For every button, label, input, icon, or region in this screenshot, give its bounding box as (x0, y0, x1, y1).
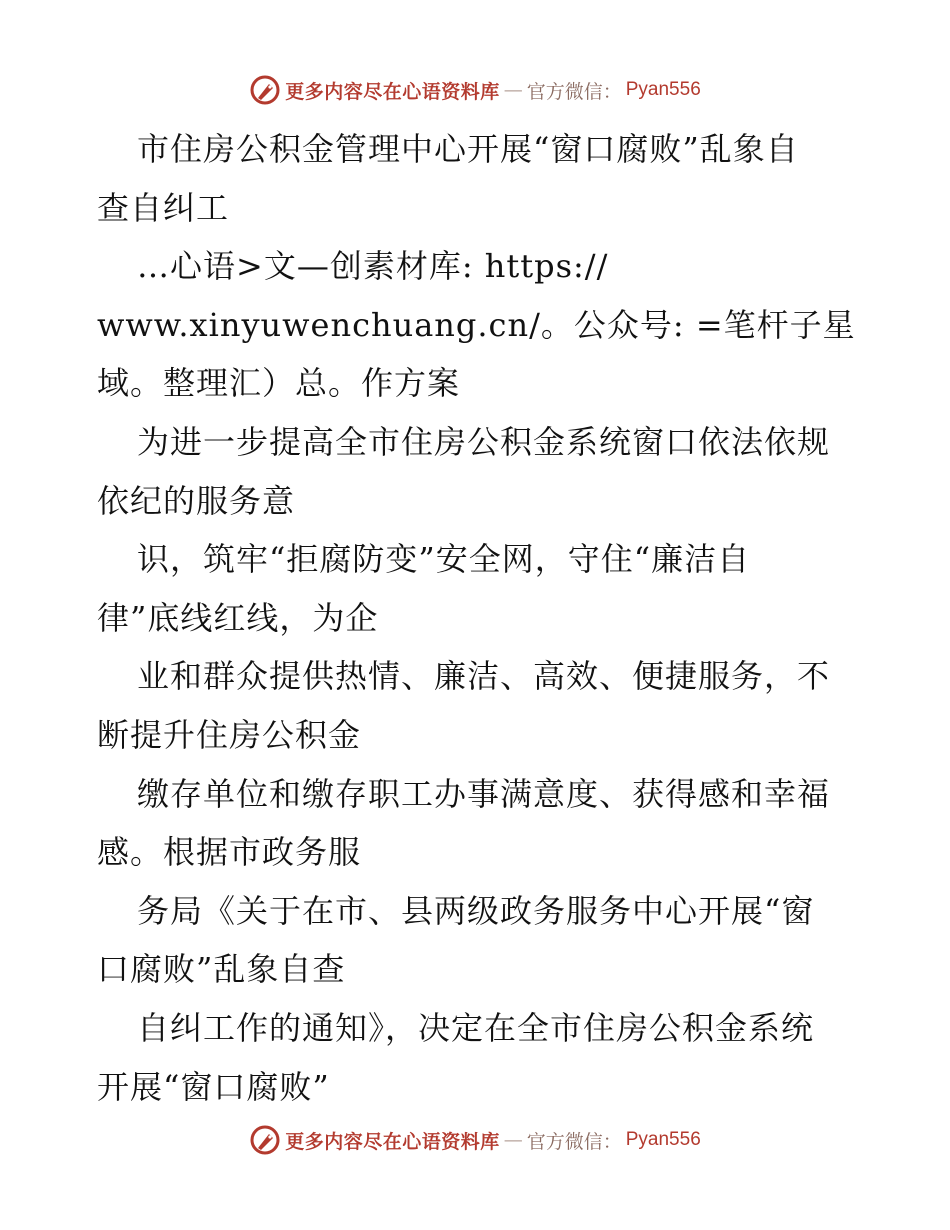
watermark-wechat-label: 官方微信： (526, 80, 622, 103)
text-line: …心语>文—创素材库: https:// (137, 247, 609, 286)
text-line: 查自纠工 (97, 188, 230, 227)
watermark-wechat-label: 官方微信： (526, 1130, 622, 1153)
text-line: www.xinyuwenchuang.cn/。公众号: =笔杆子星 (97, 305, 856, 344)
text-line: 感。根据市政务服 (97, 833, 362, 872)
text-line: 务局《关于在市、县两级政务服务中心开展“窗 (137, 891, 815, 930)
watermark-text: 更多内容尽在心语资料库 (285, 1130, 500, 1153)
text-line: 依纪的服务意 (97, 481, 296, 520)
text-line: 识，筑牢“拒腐防变”安全网，守住“廉洁自 (137, 540, 751, 579)
text-line: 业和群众提供热情、廉洁、高效、便捷服务，不 (137, 657, 831, 696)
text-line: 开展“窗口腐败” (97, 1067, 330, 1106)
watermark-wechat-id: Pyan556 (625, 1129, 701, 1150)
text-line: 律”底线红线，为企 (97, 598, 379, 637)
text-line: 口腐败”乱象自查 (97, 950, 346, 989)
header-watermark (0, 70, 950, 110)
text-line: 域。整理汇）总。作方案 (97, 364, 461, 403)
watermark-separator: — (503, 1129, 523, 1151)
watermark-separator: — (503, 79, 523, 101)
pen-nib-logo-icon (249, 1124, 281, 1156)
document-body (97, 120, 857, 1116)
watermark-text: 更多内容尽在心语资料库 (285, 80, 500, 103)
text-line: 市住房公积金管理中心开展“窗口腐败”乱象自 (137, 130, 799, 168)
text-line: 为进一步提高全市住房公积金系统窗口依法依规 (137, 422, 831, 461)
footer-watermark (0, 1120, 950, 1160)
pen-nib-logo-icon (249, 74, 281, 106)
watermark-wechat-id: Pyan556 (625, 79, 701, 100)
text-line: 自纠工作的通知》，决定在全市住房公积金系统 (137, 1008, 815, 1047)
text-line: 缴存单位和缴存职工办事满意度、获得感和幸福 (137, 774, 831, 813)
text-line: 断提升住房公积金 (97, 715, 362, 754)
